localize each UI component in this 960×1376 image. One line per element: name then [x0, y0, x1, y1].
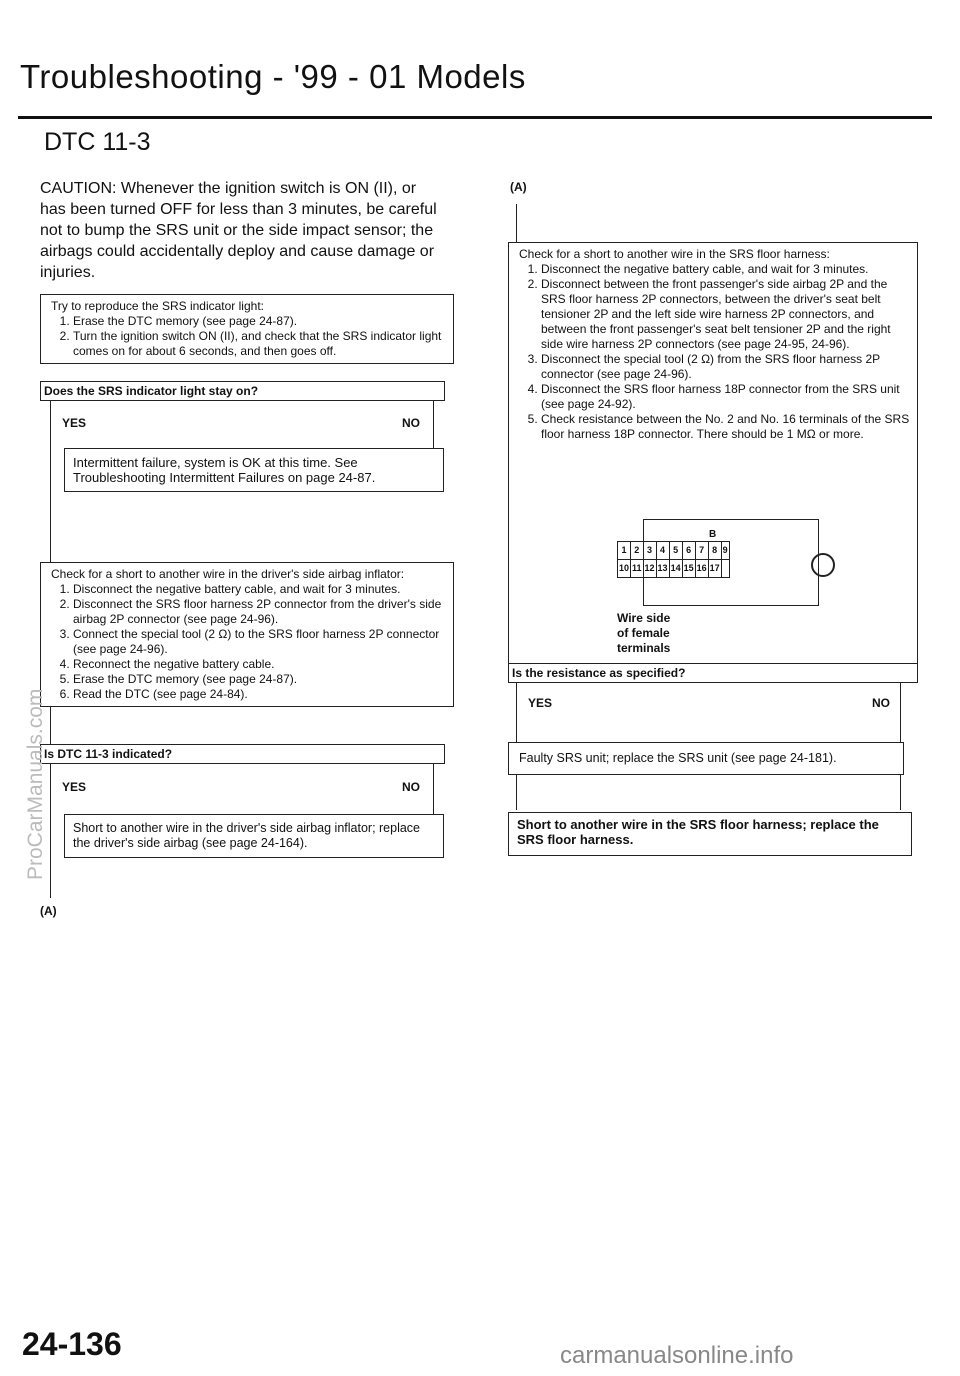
terminal: 3	[643, 542, 656, 560]
flow-line-no2	[433, 764, 434, 814]
step2-intro: Check for a short to another wire in the driver's side airbag inflator:	[51, 567, 405, 581]
page-number: 24-136	[22, 1326, 122, 1362]
flow-line-right	[516, 204, 517, 244]
terminal: 13	[656, 560, 669, 578]
step2-box	[40, 562, 454, 707]
terminal: 17	[708, 560, 721, 578]
connector-tag: B	[709, 529, 717, 540]
step3-box	[508, 242, 918, 668]
step1-item: 2. Turn the ignition switch ON (II), and check that the SRS indicator light comes on for about 6 seconds, and then goes off.	[73, 329, 447, 359]
step2-item: 5. Erase the DTC memory (see page 24-87).	[73, 672, 447, 687]
terminal: 15	[682, 560, 695, 578]
step3-item: 1. Disconnect the negative battery cable, and wait for 3 minutes.	[541, 262, 911, 277]
terminal: 1	[618, 542, 631, 560]
no-label: NO	[402, 780, 420, 794]
step3-item: 4. Disconnect the SRS floor harness 18P connector from the SRS unit (see page 24-92).	[541, 382, 911, 412]
marker-a-right: (A)	[510, 180, 527, 194]
step2-item: 3. Connect the special tool (2 Ω) to the SRS floor harness 2P connector (see page 24-96).	[73, 627, 447, 657]
terminal: 10	[618, 560, 631, 578]
caution-text: CAUTION: Whenever the ignition switch is ON (II), or has been turned OFF for less than 3 minutes, be careful not to bump the SRS unit or the side impact sensor; the airbags could accidentally deploy and cause damage or injuries.	[40, 180, 437, 281]
terminal: 4	[656, 542, 669, 560]
step2-item: 4. Reconnect the negative battery cable.	[73, 657, 447, 672]
terminal: 2	[631, 542, 644, 560]
step3-intro: Check for a short to another wire in the SRS floor harness:	[519, 247, 830, 261]
step1-item: 1. Erase the DTC memory (see page 24-87).	[73, 314, 447, 329]
no-label: NO	[872, 696, 890, 710]
terminal: 11	[631, 560, 644, 578]
yes-label: YES	[528, 696, 553, 710]
terminal: 12	[643, 560, 656, 578]
faulty-box: Faulty SRS unit; replace the SRS unit (see page 24-181).	[508, 742, 904, 775]
terminal: 16	[695, 560, 708, 578]
terminal: 9	[721, 542, 729, 560]
step3-item: 3. Disconnect the special tool (2 Ω) from the SRS floor harness 2P connector (see page 24-96).	[541, 352, 911, 382]
step1-box	[40, 294, 454, 364]
watermark: ProCarManuals.com	[24, 688, 47, 880]
step3-item: 2. Disconnect between the front passenger's side airbag 2P and the SRS floor harness 2P connectors, between the driver's seat belt tensioner 2P and the left side wire harness 2P connectors, and between the front passenger's seat belt tensioner 2P and the right side wire harness 2P connectors (see page 24-95, 24-96).	[541, 277, 911, 352]
connector-terminals	[617, 541, 730, 578]
step2-item: 2. Disconnect the SRS floor harness 2P connector from the driver's side airbag 2P connector (see page 24-96).	[73, 597, 447, 627]
step3-question: Is the resistance as specified?	[508, 663, 918, 683]
intermittent-box: Intermittent failure, system is OK at this time. See Troubleshooting Intermittent Failures on page 24-87.	[64, 448, 444, 492]
no-label: NO	[402, 416, 420, 430]
step2-item: 1. Disconnect the negative battery cable, and wait for 3 minutes.	[73, 582, 447, 597]
step1-intro: Try to reproduce the SRS indicator light:	[51, 299, 264, 313]
short-floor-box: Short to another wire in the SRS floor harness; replace the SRS floor harness.	[508, 812, 912, 856]
page-title: Troubleshooting - '99 - 01 Models	[20, 58, 526, 95]
step2-question: Is DTC 11-3 indicated?	[40, 744, 445, 764]
terminal: 14	[669, 560, 682, 578]
connector-caption: Wire side of female terminals	[617, 611, 671, 655]
lock-tab-icon	[811, 553, 835, 577]
terminal: 7	[695, 542, 708, 560]
dtc-heading: DTC 11-3	[44, 128, 151, 156]
terminal: 8	[708, 542, 721, 560]
marker-a-left: (A)	[40, 904, 57, 918]
terminal: 5	[669, 542, 682, 560]
terminal	[721, 560, 729, 578]
short-driver-box: Short to another wire in the driver's side airbag inflator; replace the driver's side airbag (see page 24-164).	[64, 814, 444, 858]
title-rule	[18, 116, 932, 119]
terminal: 6	[682, 542, 695, 560]
yes-label: YES	[62, 780, 87, 794]
footer-site: carmanualsonline.info	[560, 1342, 794, 1369]
step3-item: 5. Check resistance between the No. 2 and No. 16 terminals of the SRS floor harness 18P connector. There should be 1 MΩ or more.	[541, 412, 911, 442]
flow-line-no1	[433, 398, 434, 448]
yes-label: YES	[62, 416, 87, 430]
step1-question: Does the SRS indicator light stay on?	[40, 381, 445, 401]
step2-item: 6. Read the DTC (see page 24-84).	[73, 687, 447, 702]
